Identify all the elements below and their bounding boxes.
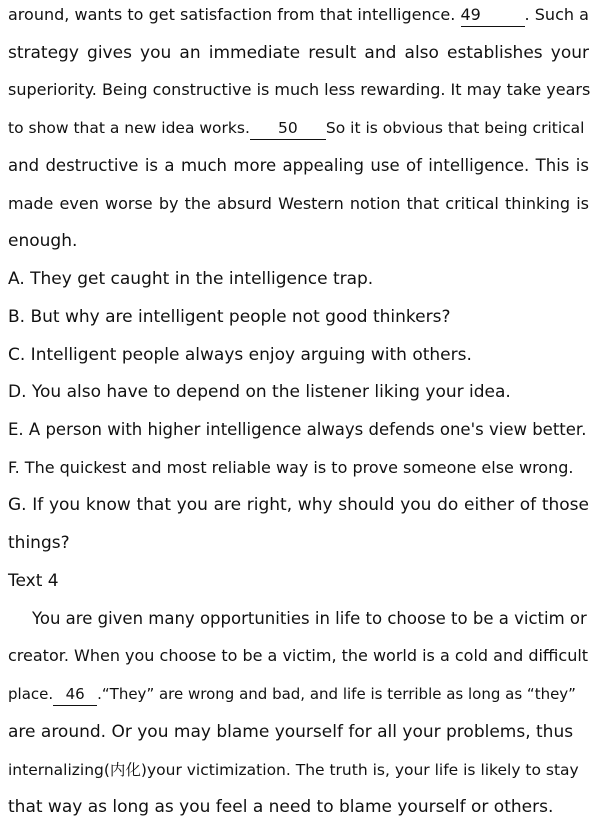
option-g: G. If you know that you are right, why should you do either of those (8, 495, 589, 515)
answer-blank-49: 49 (461, 5, 525, 27)
option-c: C. Intelligent people always enjoy arguing with others. (8, 345, 472, 365)
paragraph-line: internalizing(内化)your victimization. The truth is, your life is likely to stay (8, 761, 579, 779)
paragraph-line (8, 681, 589, 707)
paragraph-text: So it is obvious that being critical (325, 119, 585, 137)
paragraph-line: made even worse by the absurd Western notion that critical thinking is (8, 194, 589, 213)
option-e: E. A person with higher intelligence always defends one's view better. (8, 420, 587, 439)
paragraph-text: place. (8, 685, 54, 703)
paragraph-line: You are given many opportunities in life to choose to be a victim or (32, 609, 587, 628)
paragraph-line: strategy gives you an immediate result and also establishes your (8, 43, 589, 63)
paragraph-line (8, 115, 589, 141)
paragraph-text: around, wants to get satisfaction from that intelligence. (8, 5, 456, 24)
option-a: A. They get caught in the intelligence trap. (8, 269, 374, 289)
paragraph-text: . Such a (524, 5, 589, 24)
section-heading: Text 4 (8, 571, 59, 591)
option-g-continued: things? (8, 533, 70, 553)
paragraph-line: and destructive is a much more appealing use of intelligence. This is (8, 156, 589, 175)
answer-blank-46: 46 (53, 684, 97, 706)
paragraph-line: creator. When you choose to be a victim, the world is a cold and difficult (8, 646, 589, 665)
paragraph-text: to show that a new idea works. (8, 119, 250, 137)
paragraph-line: superiority. Being constructive is much less rewarding. It may take years (8, 80, 591, 99)
paragraph-line: that way as long as you feel a need to blame yourself or others. (8, 797, 554, 817)
paragraph-line: are around. Or you may blame yourself for all your problems, thus (8, 722, 574, 742)
paragraph-text: .“They” are wrong and bad, and life is terrible as long as “they” (97, 685, 576, 703)
answer-blank-50: 50 (250, 118, 326, 140)
paragraph-line: enough. (8, 231, 78, 251)
paragraph-line (8, 2, 589, 28)
option-d: D. You also have to depend on the listener liking your idea. (8, 382, 511, 402)
option-f: F. The quickest and most reliable way is to prove someone else wrong. (8, 458, 574, 477)
option-b: B. But why are intelligent people not good thinkers? (8, 307, 451, 327)
